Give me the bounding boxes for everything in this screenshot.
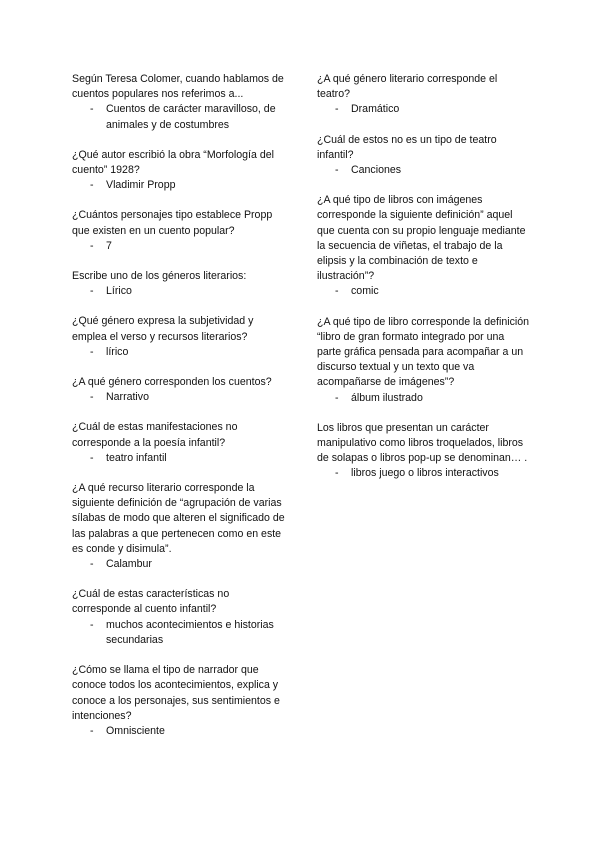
qa-item [317, 193, 531, 299]
qa-item [72, 663, 290, 739]
answer-item [72, 102, 290, 132]
right-column [317, 72, 531, 497]
question-text: ¿A qué género corresponden los cuentos? [72, 376, 272, 389]
bullet-dash: - [335, 467, 339, 480]
question-text: ¿Cuál de estas manifestaciones no corresponde a la poesía infantil? [72, 421, 238, 449]
answer-text: teatro infantil [106, 451, 167, 464]
bullet-dash: - [90, 345, 94, 358]
answer-text: Lírico [106, 285, 132, 298]
answer-item [317, 102, 531, 117]
question-text: ¿Qué autor escribió la obra “Morfología del cuento” 1928? [72, 148, 274, 177]
question-text: ¿Cuántos personajes tipo establece Propp que existen en un cuento popular? [72, 209, 273, 237]
question-text: ¿A qué género literario corresponde el teatro? [317, 73, 498, 101]
qa-item [317, 421, 531, 482]
answer-text: 7 [106, 239, 112, 252]
answer-text: Canciones [351, 164, 402, 177]
qa-item [72, 314, 290, 360]
bullet-dash: - [335, 103, 339, 116]
bullet-dash: - [90, 724, 94, 737]
question-text: ¿A qué tipo de libros con imágenes corresponde la siguiente definición” aquel que cuenta con su propio lenguaje mediante la secuencia de viñetas, el trabajo de la elipsis y la combinación de texto e ilustración”? [317, 194, 526, 283]
question-text: Según Teresa Colomer, cuando hablamos de cuentos populares nos referimos a... [72, 73, 284, 101]
answer-item [317, 391, 531, 406]
answer-text: Vladimir Propp [106, 179, 176, 192]
answer-text: comic [351, 285, 379, 298]
answer-item [317, 284, 531, 299]
answer-item [72, 557, 290, 572]
answer-item [317, 163, 531, 178]
answer-item [72, 178, 290, 193]
qa-item [72, 148, 290, 194]
question-text: Escribe uno de los géneros literarios: [72, 270, 247, 283]
bullet-dash: - [90, 451, 94, 464]
qa-item [317, 133, 531, 179]
qa-item [72, 587, 290, 648]
question-text: ¿A qué tipo de libro corresponde la definición “libro de gran formato integrado por una parte gráfica pensada para acompañar a un discurso textual y un texto que va acompañarse de imágenes”? [317, 315, 530, 389]
question-text: ¿Qué género expresa la subjetividad y emplea el verso y recursos literarios? [72, 315, 254, 343]
answer-item [72, 284, 290, 299]
answer-text: libros juego o libros interactivos [351, 467, 499, 480]
bullet-dash: - [90, 179, 94, 192]
answer-item [72, 724, 290, 739]
qa-item [317, 72, 531, 118]
bullet-dash: - [90, 618, 94, 631]
answer-text: Omnisciente [106, 724, 165, 737]
question-text: ¿A qué recurso literario corresponde la siguiente definición de “agrupación de varias sílabas de modo que alteren el significado de las palabras a que pertenecen como en este es conde y disimula”. [72, 482, 285, 555]
question-text: ¿Cuál de estos no es un tipo de teatro infantil? [317, 133, 497, 161]
qa-item [72, 481, 290, 572]
bullet-dash: - [90, 103, 94, 116]
question-text: ¿Cómo se llama el tipo de narrador que conoce todos los acontecimientos, explica y conoce a los personajes, sus sentimientos e intenciones? [72, 664, 280, 722]
qa-item [317, 315, 531, 406]
answer-text: Calambur [106, 558, 152, 571]
answer-text: Narrativo [106, 391, 149, 404]
left-column [72, 72, 290, 754]
question-text: ¿Cuál de estas características no corresponde al cuento infantil? [72, 588, 230, 616]
answer-text: lírico [106, 345, 129, 358]
answer-item [72, 345, 290, 360]
answer-text: Dramático [351, 103, 400, 116]
bullet-dash: - [90, 558, 94, 571]
qa-item [72, 420, 290, 466]
bullet-dash: - [335, 164, 339, 177]
answer-item [72, 239, 290, 254]
bullet-dash: - [90, 391, 94, 404]
qa-item [72, 375, 290, 405]
answer-text: Cuentos de carácter maravilloso, de animales y de costumbres [106, 103, 276, 131]
bullet-dash: - [335, 391, 339, 404]
answer-item [72, 618, 290, 648]
question-text: Los libros que presentan un carácter manipulativo como libros troquelados, libros de solapas o libros pop-up se denominan… . [317, 421, 528, 465]
qa-item [72, 269, 290, 299]
bullet-dash: - [335, 285, 339, 298]
qa-item [72, 72, 290, 133]
answer-text: muchos acontecimientos e historias secundarias [106, 618, 274, 646]
bullet-dash: - [90, 285, 94, 298]
bullet-dash: - [90, 239, 94, 252]
answer-item [72, 451, 290, 466]
answer-text: álbum ilustrado [351, 391, 423, 404]
answer-item [317, 466, 531, 481]
qa-item [72, 208, 290, 254]
answer-item [72, 390, 290, 405]
